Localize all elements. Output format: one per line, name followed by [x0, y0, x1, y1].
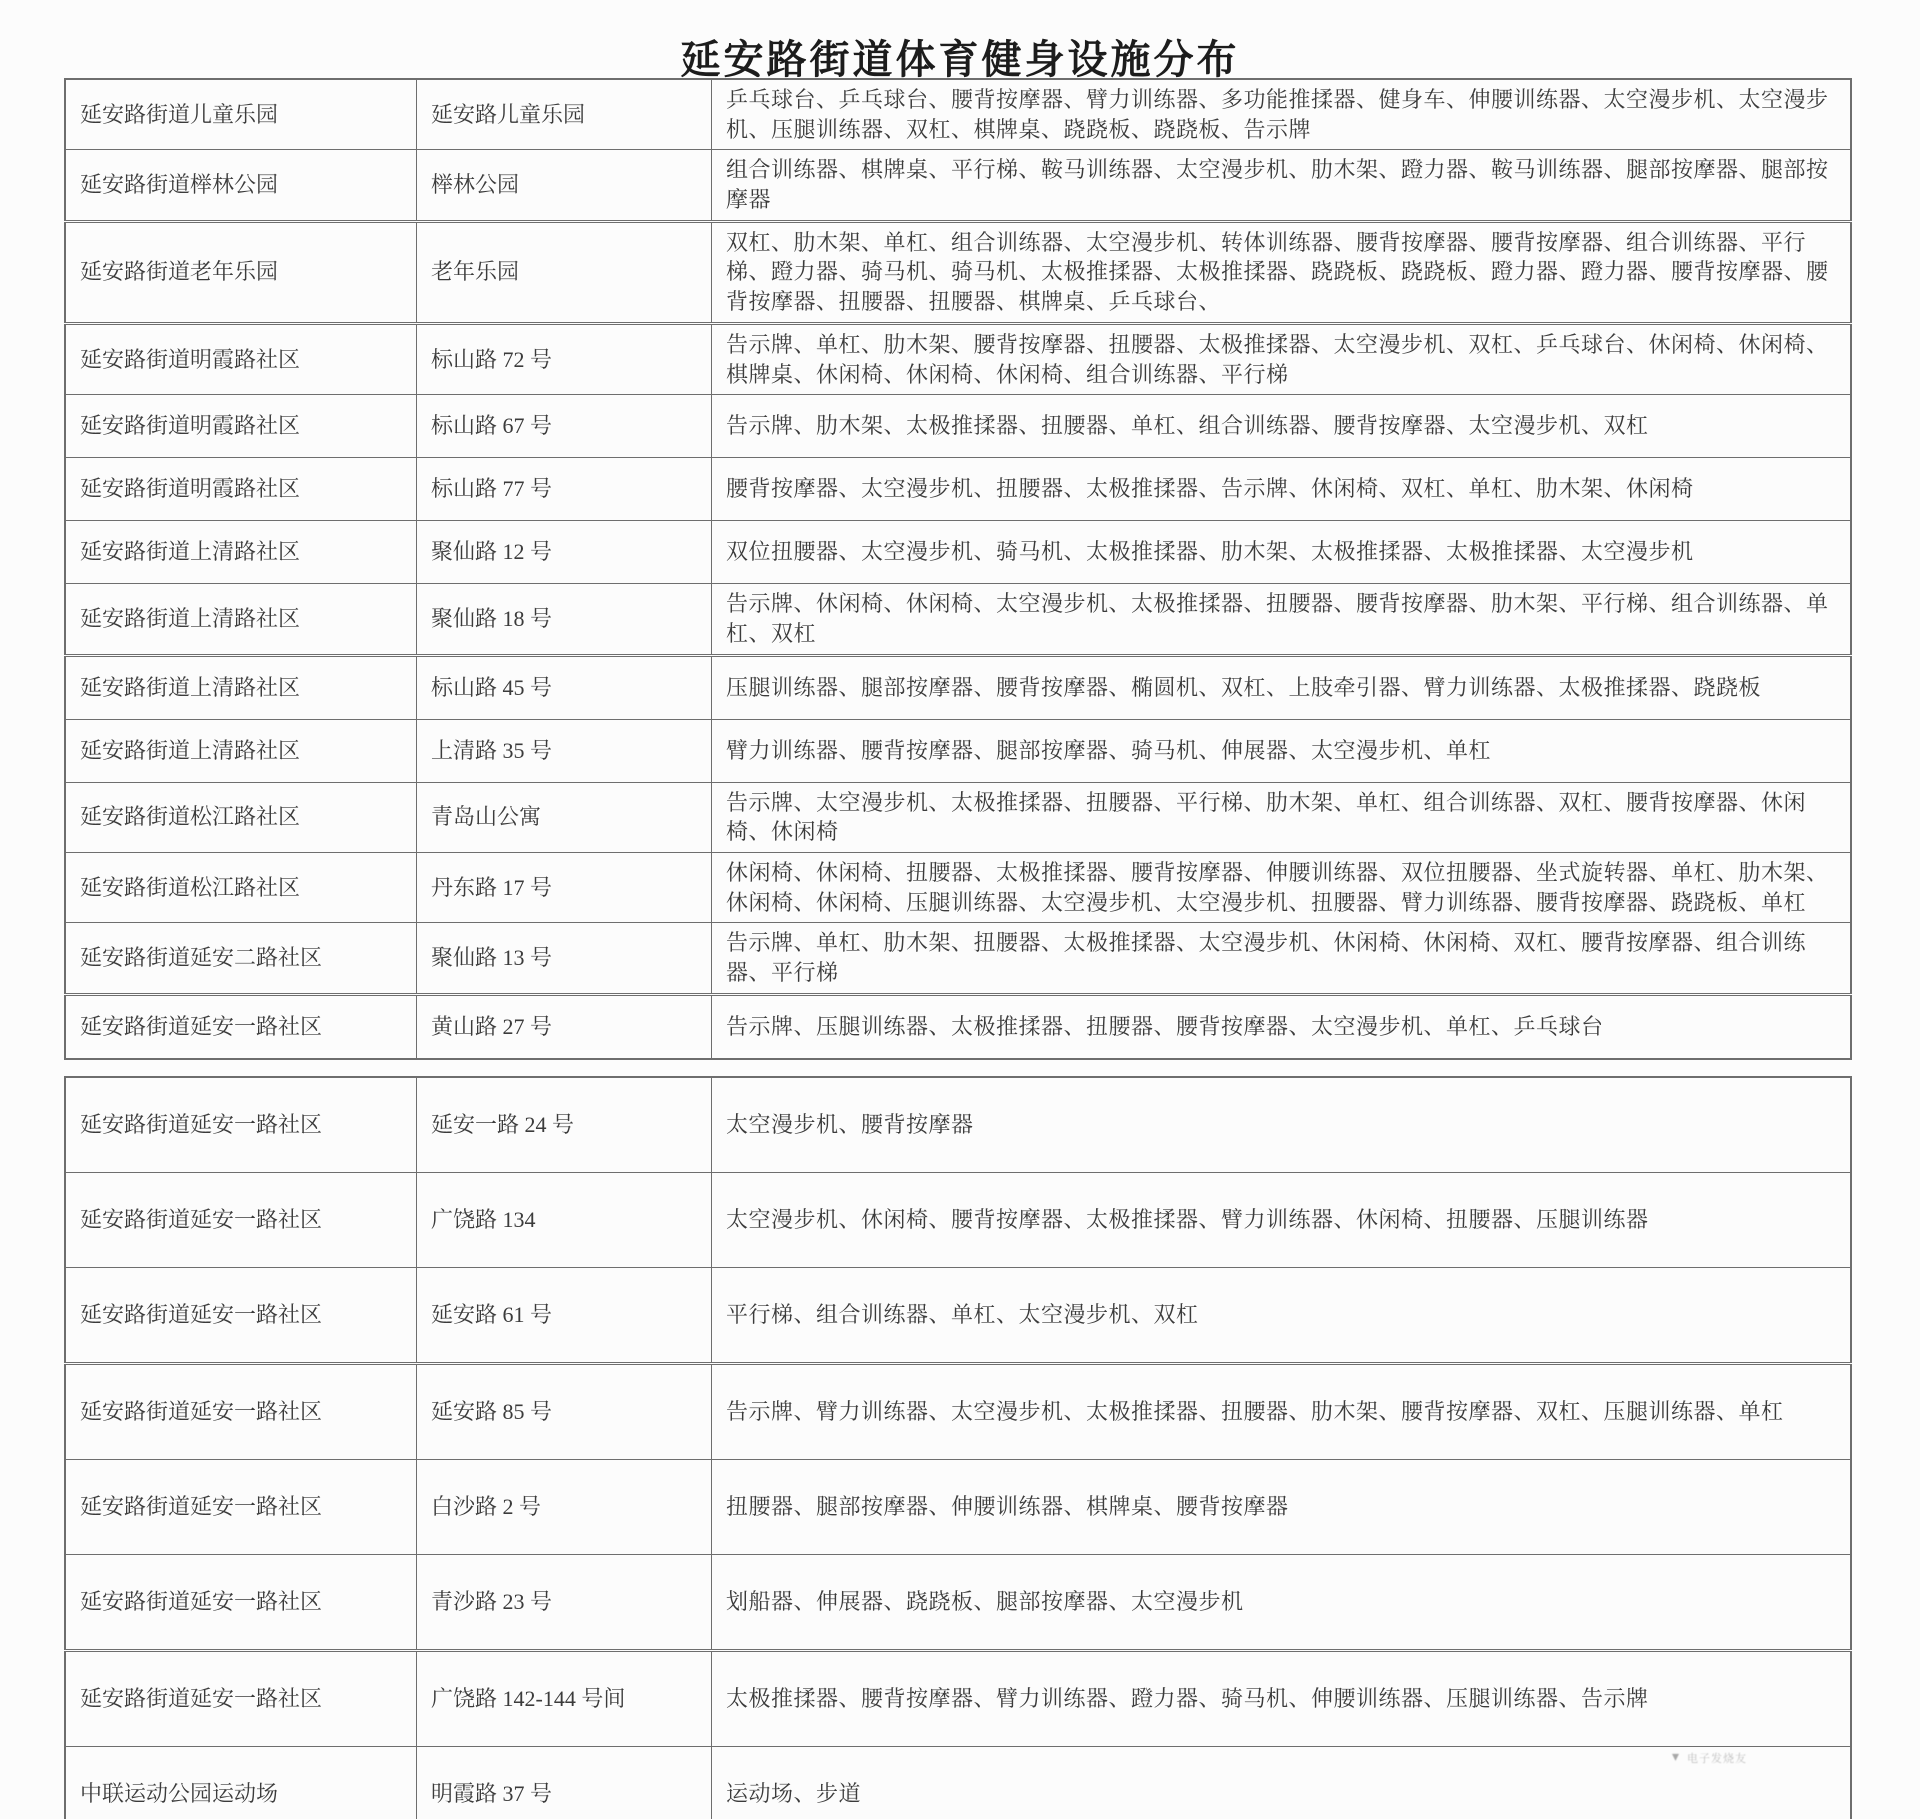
table-row — [65, 395, 1851, 458]
equipment-cell: 休闲椅、休闲椅、扭腰器、太极推揉器、腰背按摩器、伸腰训练器、双位扭腰器、坐式旋转器、单杠、肋木架、休闲椅、休闲椅、压腿训练器、太空漫步机、太空漫步机、扭腰器、臂力训练器、腰背按摩器、跷跷板、单杠 — [712, 852, 1852, 922]
table-row — [65, 150, 1851, 221]
equipment-cell: 乒乓球台、乒乓球台、腰背按摩器、臂力训练器、多功能推揉器、健身车、伸腰训练器、太空漫步机、太空漫步机、压腿训练器、双杠、棋牌桌、跷跷板、跷跷板、告示牌 — [712, 79, 1852, 150]
site-name-cell: 延安路街道延安一路社区 — [65, 1172, 417, 1267]
address-cell: 标山路 45 号 — [417, 655, 712, 719]
equipment-cell: 太空漫步机、休闲椅、腰背按摩器、太极推揉器、臂力训练器、休闲椅、扭腰器、压腿训练器 — [712, 1172, 1852, 1267]
table-row — [65, 1077, 1851, 1173]
table-row — [65, 994, 1851, 1059]
address-cell: 聚仙路 12 号 — [417, 521, 712, 584]
site-name-cell: 延安路街道延安一路社区 — [65, 994, 417, 1059]
equipment-cell: 告示牌、压腿训练器、太极推揉器、扭腰器、腰背按摩器、太空漫步机、单杠、乒乓球台 — [712, 994, 1852, 1059]
table-row — [65, 79, 1851, 150]
site-name-cell: 延安路街道老年乐园 — [65, 221, 417, 323]
table-row — [65, 923, 1851, 994]
address-cell: 榉林公园 — [417, 150, 712, 221]
address-cell: 白沙路 2 号 — [417, 1459, 712, 1554]
equipment-cell: 太极推揉器、腰背按摩器、臂力训练器、蹬力器、骑马机、伸腰训练器、压腿训练器、告示牌 — [712, 1650, 1852, 1746]
equipment-cell: 双位扭腰器、太空漫步机、骑马机、太极推揉器、肋木架、太极推揉器、太极推揉器、太空漫步机 — [712, 521, 1852, 584]
equipment-cell: 告示牌、肋木架、太极推揉器、扭腰器、单杠、组合训练器、腰背按摩器、太空漫步机、双杠 — [712, 395, 1852, 458]
site-name-cell: 延安路街道延安一路社区 — [65, 1459, 417, 1554]
address-cell: 延安路儿童乐园 — [417, 79, 712, 150]
site-name-cell: 延安路街道儿童乐园 — [65, 79, 417, 150]
table-row — [65, 1650, 1851, 1746]
site-name-cell: 延安路街道延安一路社区 — [65, 1650, 417, 1746]
site-name-cell: 延安路街道延安一路社区 — [65, 1077, 417, 1173]
table-row — [65, 1554, 1851, 1650]
table-row — [65, 323, 1851, 394]
equipment-cell: 臂力训练器、腰背按摩器、腿部按摩器、骑马机、伸展器、太空漫步机、单杠 — [712, 719, 1852, 782]
site-name-cell: 延安路街道上清路社区 — [65, 655, 417, 719]
table-row — [65, 1267, 1851, 1363]
equipment-cell: 平行梯、组合训练器、单杠、太空漫步机、双杠 — [712, 1267, 1852, 1363]
table-row — [65, 1363, 1851, 1459]
site-name-cell: 延安路街道延安一路社区 — [65, 1363, 417, 1459]
page-title: 延安路街道体育健身设施分布 — [680, 37, 1240, 82]
facility-table-lower — [64, 1076, 1852, 1819]
equipment-cell: 告示牌、单杠、肋木架、扭腰器、太极推揉器、太空漫步机、休闲椅、休闲椅、双杠、腰背按摩器、组合训练器、平行梯 — [712, 923, 1852, 994]
address-cell: 广饶路 142-144 号间 — [417, 1650, 712, 1746]
address-cell: 明霞路 37 号 — [417, 1746, 712, 1819]
table-row — [65, 719, 1851, 782]
table-row — [65, 221, 1851, 323]
address-cell: 标山路 72 号 — [417, 323, 712, 394]
site-name-cell: 延安路街道松江路社区 — [65, 852, 417, 922]
address-cell: 标山路 67 号 — [417, 395, 712, 458]
equipment-cell: 划船器、伸展器、跷跷板、腿部按摩器、太空漫步机 — [712, 1554, 1852, 1650]
address-cell: 延安路 61 号 — [417, 1267, 712, 1363]
site-name-cell: 延安路街道上清路社区 — [65, 719, 417, 782]
equipment-cell: 告示牌、休闲椅、休闲椅、太空漫步机、太极推揉器、扭腰器、腰背按摩器、肋木架、平行梯、组合训练器、单杠、双杠 — [712, 584, 1852, 655]
address-cell: 标山路 77 号 — [417, 458, 712, 521]
equipment-cell: 压腿训练器、腿部按摩器、腰背按摩器、椭圆机、双杠、上肢牵引器、臂力训练器、太极推揉器、跷跷板 — [712, 655, 1852, 719]
equipment-cell: 腰背按摩器、太空漫步机、扭腰器、太极推揉器、告示牌、休闲椅、双杠、单杠、肋木架、休闲椅 — [712, 458, 1852, 521]
address-cell: 青岛山公寓 — [417, 782, 712, 852]
site-name-cell: 延安路街道明霞路社区 — [65, 323, 417, 394]
table-row — [65, 1172, 1851, 1267]
address-cell: 老年乐园 — [417, 221, 712, 323]
equipment-cell: 组合训练器、棋牌桌、平行梯、鞍马训练器、太空漫步机、肋木架、蹬力器、鞍马训练器、腿部按摩器、腿部按摩器 — [712, 150, 1852, 221]
address-cell: 延安一路 24 号 — [417, 1077, 712, 1173]
site-name-cell: 延安路街道明霞路社区 — [65, 395, 417, 458]
site-name-cell: 延安路街道上清路社区 — [65, 584, 417, 655]
site-name-cell: 延安路街道上清路社区 — [65, 521, 417, 584]
address-cell: 上清路 35 号 — [417, 719, 712, 782]
address-cell: 延安路 85 号 — [417, 1363, 712, 1459]
table-row — [65, 1746, 1851, 1819]
address-cell: 聚仙路 18 号 — [417, 584, 712, 655]
equipment-cell: 太空漫步机、腰背按摩器 — [712, 1077, 1852, 1173]
equipment-cell: 双杠、肋木架、单杠、组合训练器、太空漫步机、转体训练器、腰背按摩器、腰背按摩器、组合训练器、平行梯、蹬力器、骑马机、骑马机、太极推揉器、太极推揉器、跷跷板、跷跷板、蹬力器、蹬力器、腰背按摩器、腰背按摩器、扭腰器、扭腰器、棋牌桌、乒乓球台、 — [712, 221, 1852, 323]
table-row — [65, 655, 1851, 719]
equipment-cell: 扭腰器、腿部按摩器、伸腰训练器、棋牌桌、腰背按摩器 — [712, 1459, 1852, 1554]
site-name-cell: 延安路街道松江路社区 — [65, 782, 417, 852]
equipment-cell: 告示牌、臂力训练器、太空漫步机、太极推揉器、扭腰器、肋木架、腰背按摩器、双杠、压腿训练器、单杠 — [712, 1363, 1852, 1459]
table-row — [65, 782, 1851, 852]
table-row — [65, 458, 1851, 521]
chevron-down-icon: ▾ — [1672, 1750, 1680, 1765]
site-name-cell: 延安路街道延安二路社区 — [65, 923, 417, 994]
site-name-cell: 延安路街道延安一路社区 — [65, 1554, 417, 1650]
site-name-cell: 延安路街道延安一路社区 — [65, 1267, 417, 1363]
equipment-cell: 告示牌、太空漫步机、太极推揉器、扭腰器、平行梯、肋木架、单杠、组合训练器、双杠、腰背按摩器、休闲椅、休闲椅 — [712, 782, 1852, 852]
address-cell: 黄山路 27 号 — [417, 994, 712, 1059]
site-name-cell: 中联运动公园运动场 — [65, 1746, 417, 1819]
equipment-cell: 告示牌、单杠、肋木架、腰背按摩器、扭腰器、太极推揉器、太空漫步机、双杠、乒乓球台、休闲椅、休闲椅、棋牌桌、休闲椅、休闲椅、休闲椅、组合训练器、平行梯 — [712, 323, 1852, 394]
table-row — [65, 521, 1851, 584]
address-cell: 广饶路 134 — [417, 1172, 712, 1267]
equipment-cell: 运动场、步道 — [712, 1746, 1852, 1819]
address-cell: 丹东路 17 号 — [417, 852, 712, 922]
site-name-cell: 延安路街道榉林公园 — [65, 150, 417, 221]
address-cell: 青沙路 23 号 — [417, 1554, 712, 1650]
watermark-label: 电子发烧友 — [1687, 1753, 1748, 1765]
table-row — [65, 852, 1851, 922]
table-row — [65, 1459, 1851, 1554]
site-name-cell: 延安路街道明霞路社区 — [65, 458, 417, 521]
table-row — [65, 584, 1851, 655]
address-cell: 聚仙路 13 号 — [417, 923, 712, 994]
facility-table-upper — [64, 78, 1852, 1060]
